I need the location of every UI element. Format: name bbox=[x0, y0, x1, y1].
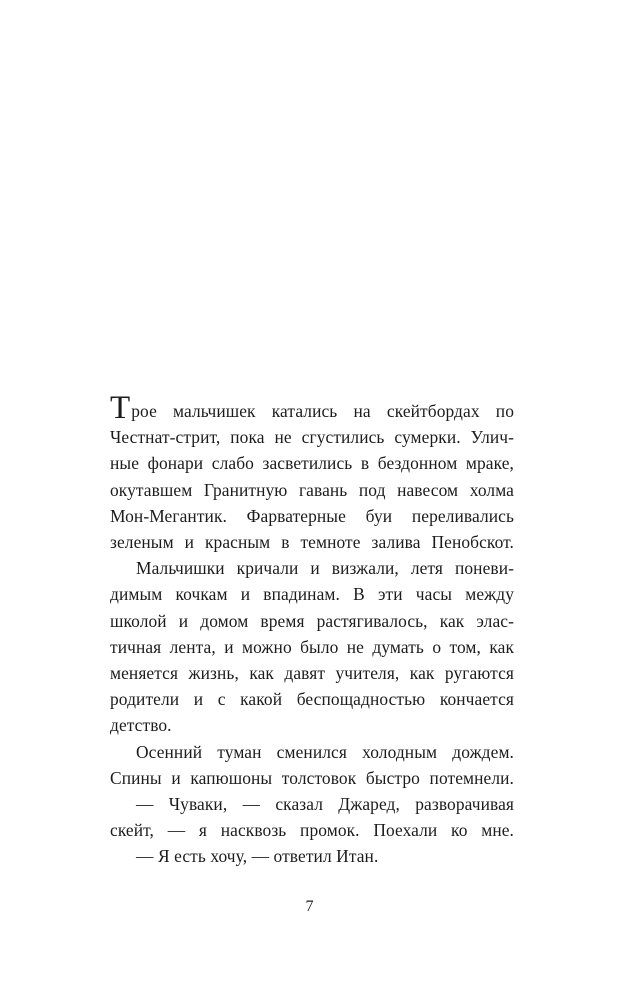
text-line bbox=[110, 608, 514, 634]
text-line bbox=[110, 477, 514, 503]
text-line-content: — Я есть хочу, — ответил Итан. bbox=[136, 846, 379, 867]
text-line-content: Мальчишки кричали и визжали, летя поневи- bbox=[136, 558, 514, 579]
text-line bbox=[110, 424, 514, 450]
text-line-content: школой и домом время растягивалось, как элас- bbox=[110, 610, 514, 631]
drop-cap: Т bbox=[110, 390, 131, 426]
text-line bbox=[110, 634, 514, 660]
text-line bbox=[110, 581, 514, 607]
text-line bbox=[110, 791, 514, 817]
text-line-content: зеленым и красным в темноте залива Пенобскот. bbox=[110, 532, 514, 553]
text-line-content: детство. bbox=[110, 715, 172, 736]
text-line bbox=[110, 660, 514, 686]
text-line-content: родители и с какой беспощадностью кончается bbox=[110, 689, 514, 710]
text-line-content: Спины и капюшоны толстовок быстро потемнели. bbox=[110, 767, 514, 788]
body-text bbox=[110, 390, 514, 870]
text-line-content: окутавшем Гранитную гавань под навесом холма bbox=[110, 479, 514, 500]
text-line bbox=[110, 450, 514, 476]
text-line-content: скейт, — я насквозь промок. Поехали ко мне. bbox=[110, 820, 514, 841]
text-line bbox=[110, 390, 514, 426]
text-line bbox=[110, 817, 514, 843]
text-line-content: Мон-Мегантик. Фарватерные буи переливались bbox=[110, 505, 514, 526]
text-line-content: — Чуваки, — сказал Джаред, разворачивая bbox=[136, 794, 514, 815]
text-line-content: Осенний туман сменился холодным дождем. bbox=[136, 741, 514, 762]
text-line-content: димым кочкам и впадинам. В эти часы между bbox=[110, 584, 514, 605]
text-line-content: тичная лента, и можно было не думать о том, как bbox=[110, 636, 514, 657]
text-line-content: ные фонари слабо засветились в бездонном мраке, bbox=[110, 453, 514, 474]
page-number: 7 bbox=[305, 898, 314, 915]
text-line bbox=[110, 843, 514, 869]
text-line bbox=[110, 686, 514, 712]
text-line-content: рое мальчишек катались на скейтбордах по bbox=[131, 401, 514, 421]
text-line-content: меняется жизнь, как давят учителя, как ругаются bbox=[110, 663, 514, 684]
text-line bbox=[110, 765, 514, 791]
text-line bbox=[110, 555, 514, 581]
text-line-content: Честнат-стрит, пока не сгустились сумерки. Улич- bbox=[110, 427, 514, 448]
text-line bbox=[110, 712, 514, 738]
text-line bbox=[110, 739, 514, 765]
text-line bbox=[110, 503, 514, 529]
text-line bbox=[110, 529, 514, 555]
